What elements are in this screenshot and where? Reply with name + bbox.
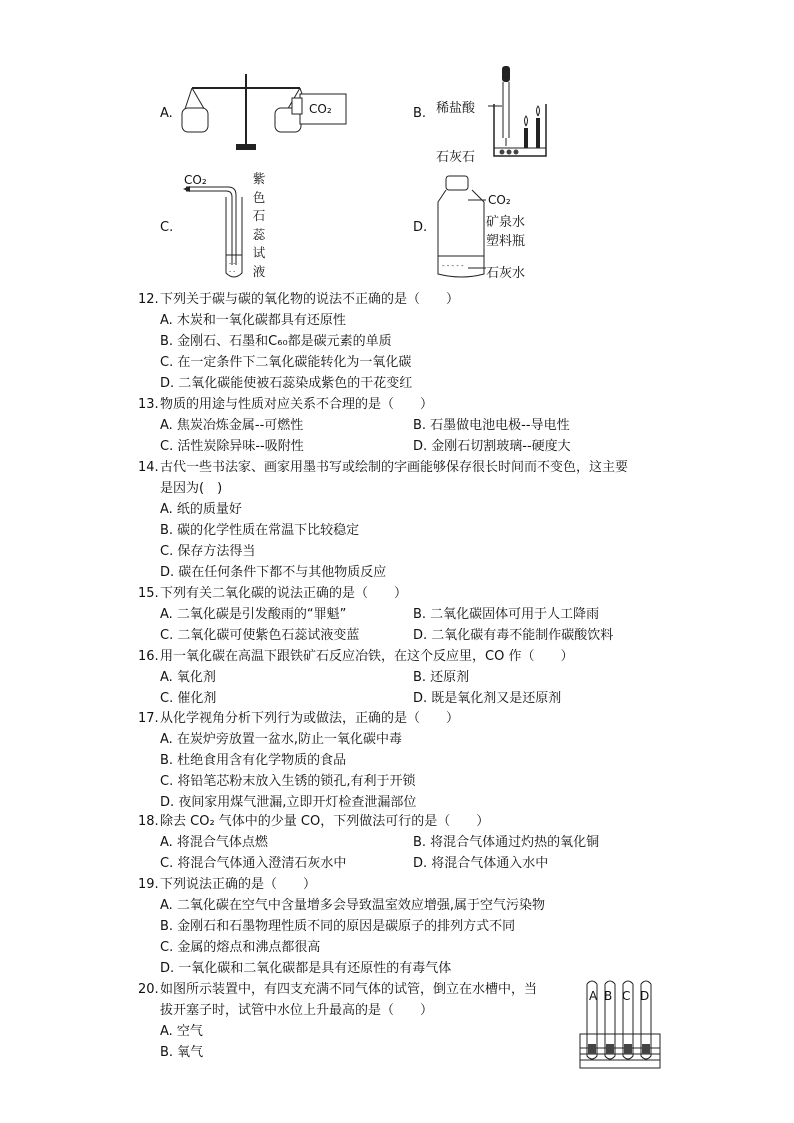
limestone-label: 石灰石	[436, 150, 476, 165]
q19-option-a[interactable]: A. 二氧化碳在空气中含量增多会导致温室效应增强,属于空气污染物	[160, 898, 546, 913]
litmus-char: 紫	[252, 171, 266, 186]
q17-option-d[interactable]: D. 夜间家用煤气泄漏,立即开灯检查泄漏部位	[160, 795, 417, 810]
q14-option-a[interactable]: A. 纸的质量好	[160, 502, 242, 517]
litmus-char: 试	[252, 245, 266, 260]
q13-option-d[interactable]: D. 金刚石切割玻璃--硬度大	[413, 439, 571, 454]
q19-option-c[interactable]: C. 金属的熔点和沸点都很高	[160, 940, 321, 955]
litmus-char: 色	[252, 189, 266, 205]
question-number: 14.	[138, 460, 159, 475]
question-13	[138, 395, 433, 415]
question-number: 15.	[138, 586, 159, 601]
q19-option-d[interactable]: D. 一氧化碳和二氧化碳都是具有还原性的有毒气体	[160, 961, 452, 976]
q18-option-c[interactable]: C. 将混合气体通入澄清石灰水中	[160, 856, 347, 871]
litmus-char: 石	[252, 208, 266, 223]
question-stem: 古代一些书法家、画家用墨书写或绘制的字画能够保存很长时间而不变色，这主要	[160, 460, 629, 475]
q18-option-b[interactable]: B. 将混合气体通过灼热的氧化铜	[413, 835, 600, 850]
question-stem: 如图所示装置中，有四支充满不同气体的试管，倒立在水槽中，当	[160, 982, 538, 997]
question-number: 13.	[138, 397, 159, 412]
question-14	[138, 458, 628, 478]
question-12	[138, 290, 459, 310]
question-stem: 下列关于碳与碳的氧化物的说法不正确的是（ ）	[160, 292, 460, 307]
q14-option-b[interactable]: B. 碳的化学性质在常温下比较稳定	[160, 523, 360, 538]
q18-option-a[interactable]: A. 将混合气体点燃	[160, 835, 268, 850]
q14-stem-continued: 是因为( )	[160, 481, 223, 496]
question-stem: 下列说法正确的是（ ）	[160, 877, 317, 892]
q14-option-c[interactable]: C. 保存方法得当	[160, 544, 256, 559]
question-stem: 用一氧化碳在高温下跟铁矿石反应冶铁，在这个反应里，CO 作（ ）	[160, 649, 574, 664]
q14-option-d[interactable]: D. 碳在任何条件下都不与其他物质反应	[160, 565, 387, 580]
co2-label-a: CO₂	[309, 102, 332, 116]
tube-label-d: D	[640, 989, 650, 1003]
q18-option-d[interactable]: D. 将混合气体通入水中	[413, 856, 549, 871]
option-a-letter: A.	[160, 106, 173, 121]
q19-option-b[interactable]: B. 金刚石和石墨物理性质不同的原因是碳原子的排列方式不同	[160, 919, 516, 934]
q12-option-b[interactable]: B. 金刚石、石墨和C₆₀都是碳元素的单质	[160, 334, 392, 349]
litmus-char: 液	[252, 263, 266, 279]
option-b-letter: B.	[413, 106, 427, 121]
q15-option-d[interactable]: D. 二氧化碳有毒不能制作碳酸饮料	[413, 628, 614, 643]
q15-option-b[interactable]: B. 二氧化碳固体可用于人工降雨	[413, 607, 600, 622]
litmus-char: 蕊	[252, 226, 266, 242]
q12-option-a[interactable]: A. 木炭和一氧化碳都具有还原性	[160, 313, 346, 328]
question-number: 20.	[138, 982, 159, 997]
question-20	[138, 980, 537, 1000]
q13-option-b[interactable]: B. 石墨做电池电极--导电性	[413, 418, 570, 433]
beaker-figure	[482, 64, 554, 160]
question-16	[138, 647, 573, 667]
tube-label-b: B	[604, 989, 613, 1003]
q13-option-c[interactable]: C. 活性炭除异味--吸附性	[160, 439, 304, 454]
q15-option-a[interactable]: A. 二氧化碳是引发酸雨的“罪魁”	[160, 607, 347, 622]
limewater-label: 石灰水	[486, 266, 526, 281]
option-d-letter: D.	[413, 220, 428, 235]
question-number: 19.	[138, 877, 159, 892]
q17-option-b[interactable]: B. 杜绝食用含有化学物质的食品	[160, 753, 347, 768]
question-stem: 下列有关二氧化碳的说法正确的是（ ）	[160, 586, 408, 601]
question-number: 17.	[138, 711, 159, 726]
svg-text:- -: - -	[229, 260, 236, 267]
q13-option-a[interactable]: A. 焦炭冶炼金属--可燃性	[160, 418, 304, 433]
question-number: 18.	[138, 814, 159, 829]
tube-label-a: A	[589, 989, 598, 1003]
q12-option-d[interactable]: D. 二氧化碳能使被石蕊染成紫色的干花变红	[160, 376, 413, 391]
q17-option-a[interactable]: A. 在炭炉旁放置一盆水,防止一氧化碳中毒	[160, 732, 403, 747]
co2-label-d: CO₂	[488, 193, 511, 207]
q20-option-b[interactable]: B. 氧气	[160, 1045, 204, 1060]
q16-option-a[interactable]: A. 氧化剂	[160, 670, 216, 685]
q15-option-c[interactable]: C. 二氧化碳可使紫色石蕊试液变蓝	[160, 628, 360, 643]
litmus-vertical-label	[252, 170, 266, 281]
q20-option-a[interactable]: A. 空气	[160, 1024, 203, 1039]
option-c-letter: C.	[160, 220, 174, 235]
question-19	[138, 875, 316, 895]
q16-option-b[interactable]: B. 还原剂	[413, 670, 470, 685]
acid-label: 稀盐酸	[436, 101, 476, 116]
mineral-water-label: 矿泉水	[486, 215, 526, 230]
bottle-figure	[432, 174, 492, 282]
question-18	[138, 812, 489, 832]
q20-stem-continued: 拔开塞子时，试管中水位上升最高的是（ ）	[160, 1003, 434, 1018]
svg-text:- - - - -: - - - - -	[442, 262, 464, 270]
question-stem: 物质的用途与性质对应关系不合理的是（ ）	[160, 397, 434, 412]
question-number: 12.	[138, 292, 159, 307]
q12-option-c[interactable]: C. 在一定条件下二氧化碳能转化为一氧化碳	[160, 355, 412, 370]
q16-option-c[interactable]: C. 催化剂	[160, 691, 217, 706]
tube-figure	[182, 185, 252, 285]
co2-label-c: CO₂	[184, 173, 207, 187]
question-number: 16.	[138, 649, 159, 664]
question-17	[138, 709, 459, 729]
question-stem: 从化学视角分析下列行为或做法，正确的是（ ）	[160, 711, 460, 726]
plastic-bottle-label: 塑料瓶	[486, 234, 526, 249]
q16-option-d[interactable]: D. 既是氧化剂又是还原剂	[413, 691, 562, 706]
question-stem: 除去 CO₂ 气体中的少量 CO，下列做法可行的是（ ）	[160, 814, 490, 829]
question-15	[138, 584, 407, 604]
svg-text:- -: - -	[229, 268, 236, 275]
tube-label-c: C	[622, 989, 631, 1003]
q17-option-c[interactable]: C. 将铅笔芯粉末放入生锈的锁孔,有利于开锁	[160, 774, 416, 789]
